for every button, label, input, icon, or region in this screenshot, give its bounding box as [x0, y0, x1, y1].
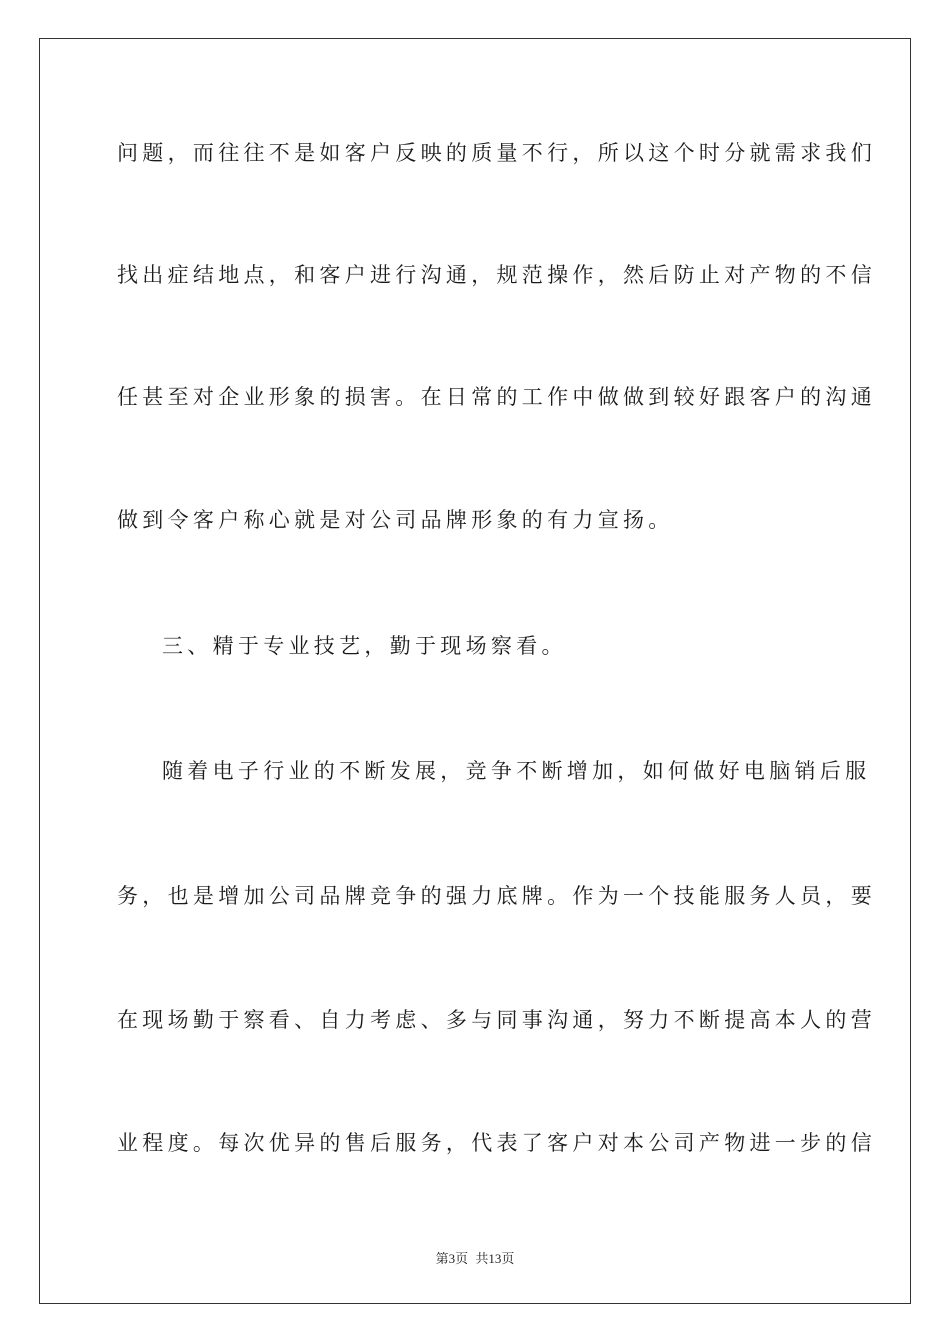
- paragraph-line-2: 找出症结地点，和客户进行沟通，规范操作，然后防止对产物的不信: [117, 263, 876, 287]
- page-total: 共13页: [475, 1251, 515, 1266]
- paragraph-line-4: 做到令客户称心就是对公司品牌形象的有力宣扬。: [117, 508, 674, 532]
- paragraph-line-6: 随着电子行业的不断发展，竞争不断增加，如何做好电脑销后服: [162, 759, 871, 783]
- paragraph-line-3: 任甚至对企业形象的损害。在日常的工作中做做到较好跟客户的沟通: [117, 385, 876, 409]
- paragraph-line-7: 务，也是增加公司品牌竞争的强力底牌。作为一个技能服务人员，要: [117, 884, 876, 908]
- page-footer: [0, 1248, 950, 1267]
- page-frame: [39, 38, 911, 1304]
- paragraph-line-9: 业程度。每次优异的售后服务，代表了客户对本公司产物进一步的信: [117, 1131, 876, 1155]
- page-number: 第3页: [435, 1251, 469, 1266]
- section-heading: 三、精于专业技艺，勤于现场察看。: [162, 634, 567, 658]
- paragraph-line-8: 在现场勤于察看、自力考虑、多与同事沟通，努力不断提高本人的营: [117, 1008, 876, 1032]
- paragraph-line-1: 问题，而往往不是如客户反映的质量不行，所以这个时分就需求我们: [117, 141, 876, 165]
